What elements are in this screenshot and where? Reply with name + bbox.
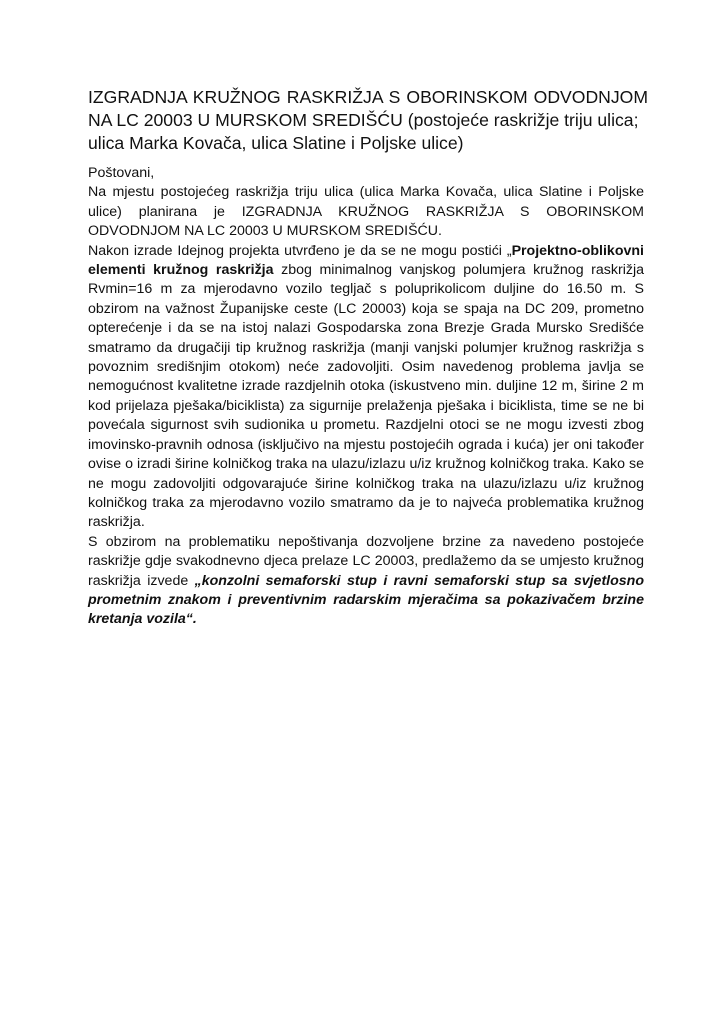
paragraph-analysis-body: zbog minimalnog vanjskog polumjera kružnog raskrižja Rvmin=16 m za mjerodavno vozilo tegljač s poluprikolicom duljine do 16.50 m. S obzirom na važnost Županijske ceste (LC 20003) koja se spaja na DC 209, prometno opterećenje i da se na istoj nalazi Gospodarska zona Brezje Grada Mursko Središće smatramo da drugačiji tip kružnog raskrižja (manji vanjski polumjer kružnog raskrižja s povoznim središnjim otokom) neće zadovoljiti. Osim navedenog problema javlja se nemogućnost kvalitetne izrade razdjelnih otoka (iskustveno min. duljine 12 m, širine 2 m kod prijelaza pješaka/biciklista) za sigurnije prelaženja pješaka i biciklista, time se ne bi povećala sigurnost svih sudionika u prometu. Razdjelni otoci se ne mogu izvesti zbog imovinsko-pravnih odnosa (isključivo na mjestu postojećih ograda i kuća) jer oni također ovise o izradi širine kolničkog traka na ulazu/izlazu u/iz kružnog kolničkog traka. Kako se ne mogu zadovoljiti odgovarajuće širine kolničkog traka na ulazu/izlazu u/iz kružnog kolničkog traka za mjerodavno vozilo smatramo da je to najveća problematika kružnog raskrižja. [88,262,644,531]
paragraph-proposal [88,533,644,630]
paragraph-intro: Na mjestu postojećeg raskrižja triju ulica (ulica Marka Kovača, ulica Slatine i Poljske ulice) planirana je IZGRADNJA KRUŽNOG RASKRIŽJA S OBORINSKOM ODVODNJOM NA LC 20003 U MURSKOM SREDIŠĆU. [88,184,644,240]
title-subtitle: (postojeće raskrižje triju ulica; ulica Marka Kovača, ulica Slatine i Poljske ulice) [88,110,639,153]
document-body [88,164,644,630]
paragraph-proposal-emphasis: „konzolni semaforski stup i ravni semaforski stup sa svjetlosno prometnim znakom i preventivnim radarskim mjeračima sa pokazivačem brzine kretanja vozila“. [88,572,645,628]
paragraph-proposal-lead: S obzirom na problematiku nepoštivanja dozvoljene brzine za navedeno postojeće raskrižje gdje svakodnevno djeca prelaze LC 20003, predlažemo da se umjesto kružnog raskrižja izvede [88,533,644,589]
paragraph-analysis [88,242,644,533]
paragraph-analysis-lead: Nakon izrade Idejnog projekta utvrđeno je da se ne mogu postići „ [88,242,512,259]
title-line-2: NA LC 20003 U MURSKOM SREDIŠĆU [88,110,403,130]
paragraph-analysis-emphasis: Projektno-oblikovni elementi kružnog raskrižja [88,242,644,279]
title-line-1: IZGRADNJA KRUŽNOG RASKRIŽJA S OBORINSKOM ODVODNJOM [88,87,648,107]
document-title [88,86,648,155]
greeting: Poštovani, [88,165,155,181]
